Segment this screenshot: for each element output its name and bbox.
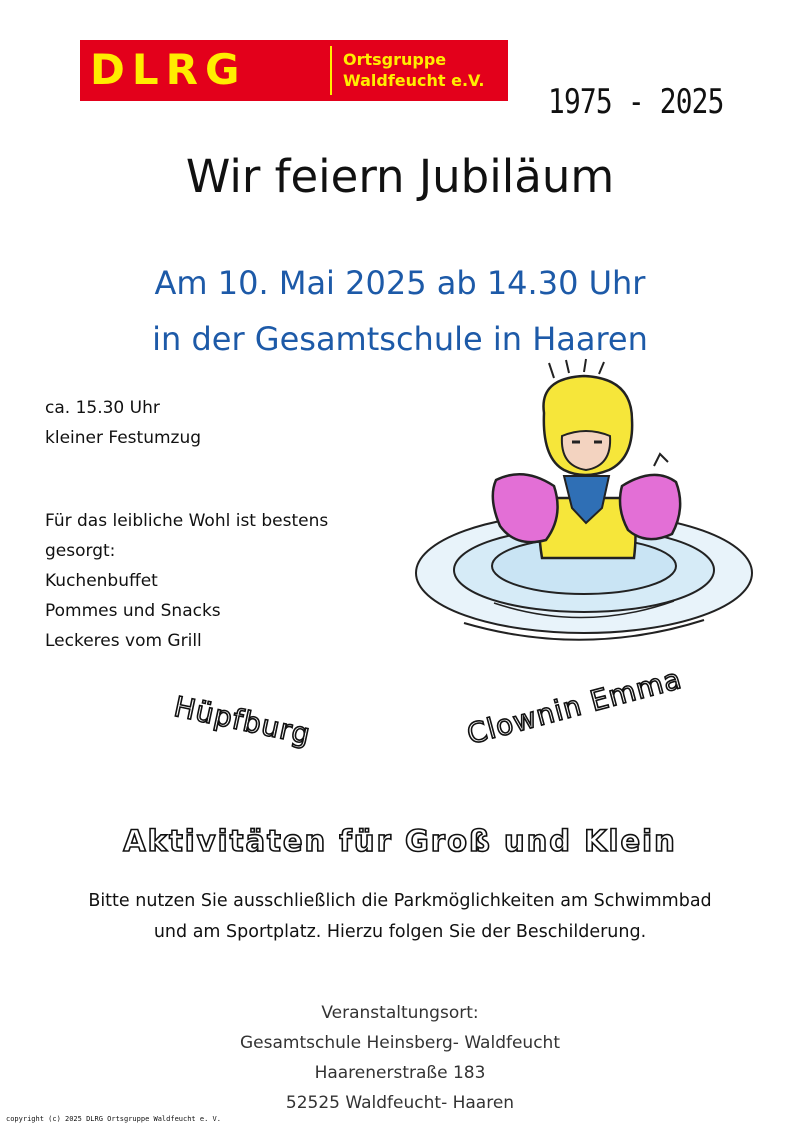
venue-line: 52525 Waldfeucht- Haaren [285,1093,515,1113]
parking-notice [0,886,800,948]
event-place: in der Gesamtschule in Haaren [152,320,648,358]
copyright-notice: copyright (c) 2025 DLRG Ortsgruppe Waldfeucht e. V. [6,1115,221,1123]
page-title: Wir feiern Jubiläum [185,150,615,203]
food-line: Für das leibliche Wohl ist bestens [45,511,329,531]
anniversary-years: 1975 - 2025 [548,82,724,122]
logo-divider [330,46,332,95]
venue-address [0,998,800,1118]
venue-line: Gesamtschule Heinsberg- Waldfeucht [240,1033,560,1053]
activities-heading: Aktivitäten für Groß und Klein [123,824,677,858]
festumzug-time: ca. 15.30 Uhr [45,398,160,418]
festumzug-label: kleiner Festumzug [45,428,202,448]
food-item: Pommes und Snacks [45,601,221,621]
food-item: Kuchenbuffet [45,571,158,591]
parking-line: Bitte nutzen Sie ausschließlich die Parkmöglichkeiten am Schwimmbad [88,891,712,911]
parking-line: und am Sportplatz. Hierzu folgen Sie der Beschilderung. [153,922,647,942]
clownin-label: Clownin Emma [463,661,686,751]
venue-heading: Veranstaltungsort: [321,1003,479,1023]
event-date: Am 10. Mai 2025 ab 14.30 Uhr [154,264,646,302]
venue-line: Haarenerstraße 183 [314,1063,486,1083]
logo-name: DLRG [90,45,247,94]
huepfburg-label: Hüpfburg [171,690,314,752]
logo-subtitle-line1: Ortsgruppe [343,50,447,69]
food-info [45,506,328,656]
duck-illustration [404,358,760,680]
food-item: Leckeres vom Grill [45,631,202,651]
festumzug-info [45,393,201,453]
logo-subtitle-line2: Waldfeucht e.V. [343,71,485,90]
food-line: gesorgt: [45,541,116,561]
